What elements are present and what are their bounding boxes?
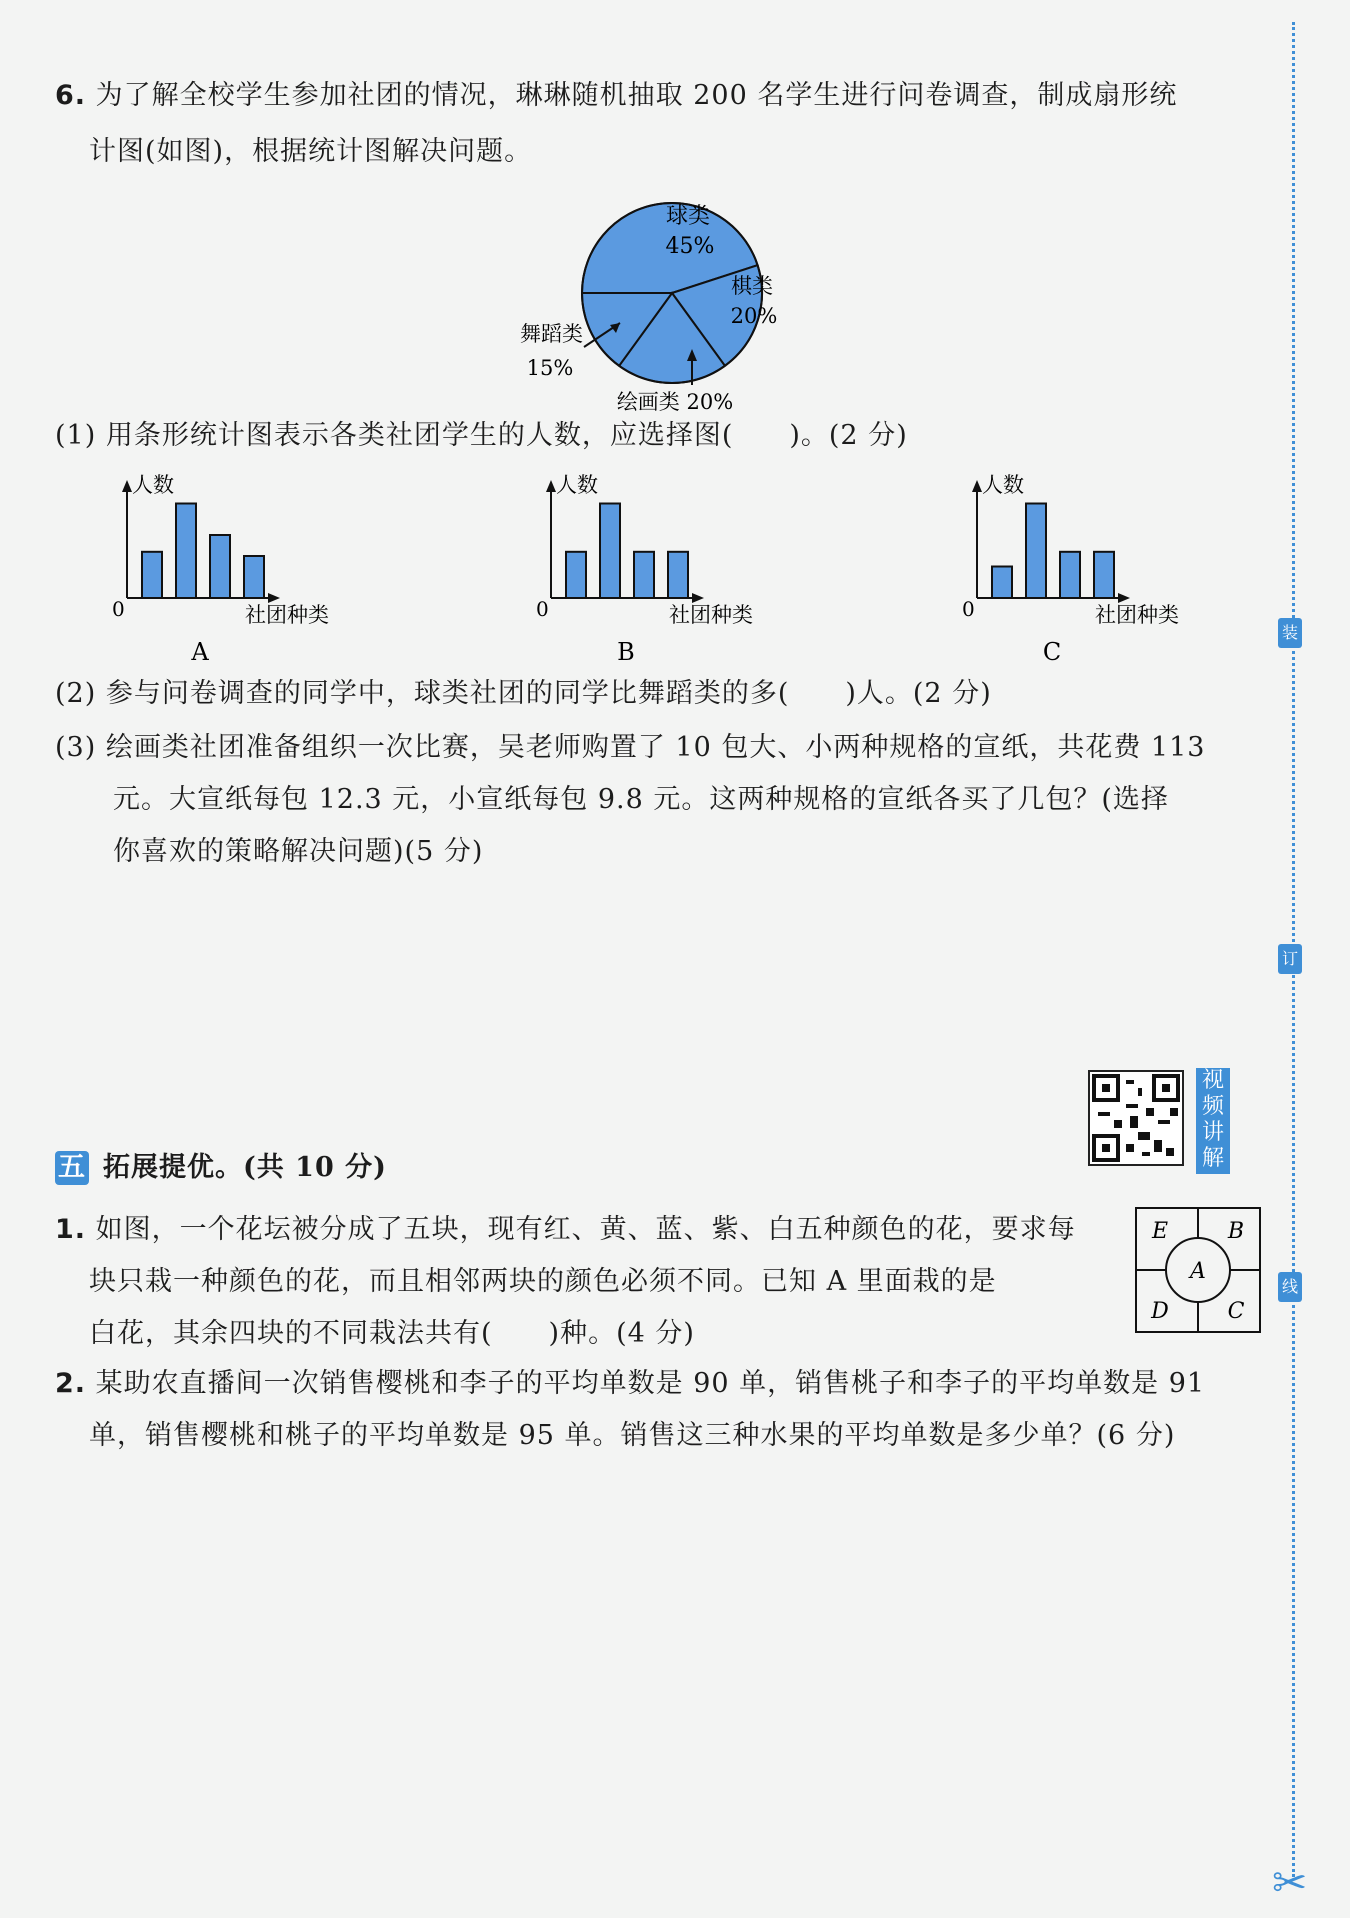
s5-q2-line1 — [55, 1366, 1205, 1402]
bar-chart-c-xlabel: 社团种类 — [1095, 603, 1179, 627]
bar-chart-a-bar-4 — [244, 556, 264, 598]
bar-chart-b-letter: B — [617, 638, 635, 666]
bar-chart-b-bar-3 — [634, 552, 654, 598]
bar-chart-a-x-arrow — [268, 593, 280, 603]
q6-sub3-line1: (3) 绘画类社团准备组织一次比赛，吴老师购置了 10 包大、小两种规格的宣纸，共花费 113 — [55, 732, 1206, 763]
bar-chart-c-bars — [992, 504, 1114, 599]
qr-code[interactable] — [1088, 1070, 1184, 1166]
s5-q2-text-1: 某助农直播间一次销售樱桃和李子的平均单数是 90 单，销售桃子和李子的平均单数是 91 — [95, 1368, 1206, 1399]
binding-tab-1: 装 — [1278, 618, 1302, 648]
bar-chart-b-ylabel: 人数 — [556, 473, 598, 497]
q6-text-1: 为了解全校学生参加社团的情况，琳琳随机抽取 200 名学生进行问卷调查，制成扇形统 — [95, 80, 1178, 111]
s5-q1-number: 1. — [55, 1214, 87, 1245]
bar-chart-c-ylabel: 人数 — [982, 473, 1024, 497]
pie-pct-chess: 20% — [730, 304, 778, 328]
bar-chart-c-letter: C — [1042, 638, 1062, 666]
bar-chart-b-bars — [566, 504, 688, 599]
pie-label-chess: 棋类 — [731, 274, 773, 298]
s5-q2-text-2: 单，销售樱桃和桃子的平均单数是 95 单。销售这三种水果的平均单数是多少单？(6 分) — [89, 1420, 1176, 1451]
scissors-icon: ✂ — [1272, 1858, 1308, 1907]
bar-chart-c-x-arrow — [1118, 593, 1130, 603]
pie-label-dance: 舞蹈类 — [520, 322, 583, 346]
qr-pattern-icon — [1090, 1072, 1182, 1164]
video-explanation-tag[interactable]: 视频讲解 — [1196, 1068, 1230, 1174]
section5-title: 拓展提优。(共 10 分) — [103, 1152, 387, 1183]
pie-label-ball: 球类 — [665, 204, 711, 229]
bar-chart-a-y-arrow — [122, 480, 132, 492]
bar-chart-a-bar-2 — [176, 504, 196, 599]
binding-tab-3: 线 — [1278, 1272, 1302, 1302]
flower-bed-diagram — [1134, 1206, 1264, 1336]
bar-chart-a-bars — [142, 504, 264, 599]
bar-chart-c-bar-4 — [1094, 552, 1114, 598]
region-d: D — [1151, 1299, 1169, 1324]
bar-chart-c-origin: 0 — [962, 597, 975, 621]
s5-q1-text-3: 白花，其余四块的不同栽法共有( )种。(4 分) — [89, 1318, 695, 1349]
s5-q1-text-1: 如图，一个花坛被分成了五块，现有红、黄、蓝、紫、白五种颜色的花，要求每 — [95, 1214, 1076, 1245]
bar-chart-a-letter: A — [191, 638, 209, 666]
s5-q2-number: 2. — [55, 1368, 87, 1399]
q6-number: 6. — [55, 80, 87, 111]
bar-chart-c-bar-1 — [992, 567, 1012, 599]
region-e: E — [1151, 1219, 1169, 1244]
s5-q1-text-2: 块只栽一种颜色的花，而且相邻两块的颜色必须不同。已知 A 里面栽的是 — [89, 1266, 997, 1297]
bar-chart-a — [100, 470, 370, 670]
pie-label-painting: 绘画类 20% — [616, 390, 734, 414]
bar-chart-c-bar-3 — [1060, 552, 1080, 598]
region-b: B — [1227, 1219, 1245, 1244]
bar-chart-c-y-arrow — [972, 480, 982, 492]
bar-chart-a-bar-1 — [142, 552, 162, 598]
q6-sub1: (1) 用条形统计图表示各类社团学生的人数，应选择图( )。(2 分) — [55, 420, 908, 451]
bar-chart-b — [524, 470, 794, 670]
s5-q1-line1 — [55, 1212, 1076, 1248]
bar-chart-b-x-arrow — [692, 593, 704, 603]
q6-sub2: (2) 参与问卷调查的同学中，球类社团的同学比舞蹈类的多( )人。(2 分) — [55, 678, 992, 709]
pie-pct-ball: 45% — [665, 234, 715, 259]
binding-tab-2: 订 — [1278, 944, 1302, 974]
bar-chart-c — [950, 470, 1220, 670]
bar-chart-c-bar-2 — [1026, 504, 1046, 599]
section5-heading — [55, 1150, 387, 1186]
bar-chart-a-ylabel: 人数 — [132, 473, 174, 497]
bar-chart-b-y-arrow — [546, 480, 556, 492]
q6-sub3-line3: 你喜欢的策略解决问题)(5 分) — [113, 836, 484, 867]
bar-chart-b-bar-4 — [668, 552, 688, 598]
region-a: A — [1190, 1259, 1206, 1284]
region-c: C — [1227, 1299, 1245, 1324]
bar-chart-b-bar-1 — [566, 552, 586, 598]
bar-chart-a-xlabel: 社团种类 — [245, 603, 329, 627]
pie-pct-dance: 15% — [526, 356, 574, 380]
bar-chart-a-origin: 0 — [112, 597, 125, 621]
q6-text-2: 计图(如图)，根据统计图解决问题。 — [89, 136, 533, 167]
bar-chart-b-bar-2 — [600, 504, 620, 599]
bar-chart-a-bar-3 — [210, 535, 230, 598]
club-pie-chart — [520, 195, 820, 420]
bar-chart-b-origin: 0 — [536, 597, 549, 621]
bar-chart-b-xlabel: 社团种类 — [669, 603, 753, 627]
q6-line1 — [55, 78, 1177, 114]
q6-sub3-line2: 元。大宣纸每包 12.3 元，小宣纸每包 9.8 元。这两种规格的宣纸各买了几包？(选择 — [113, 784, 1169, 815]
section5-badge: 五 — [55, 1151, 89, 1185]
